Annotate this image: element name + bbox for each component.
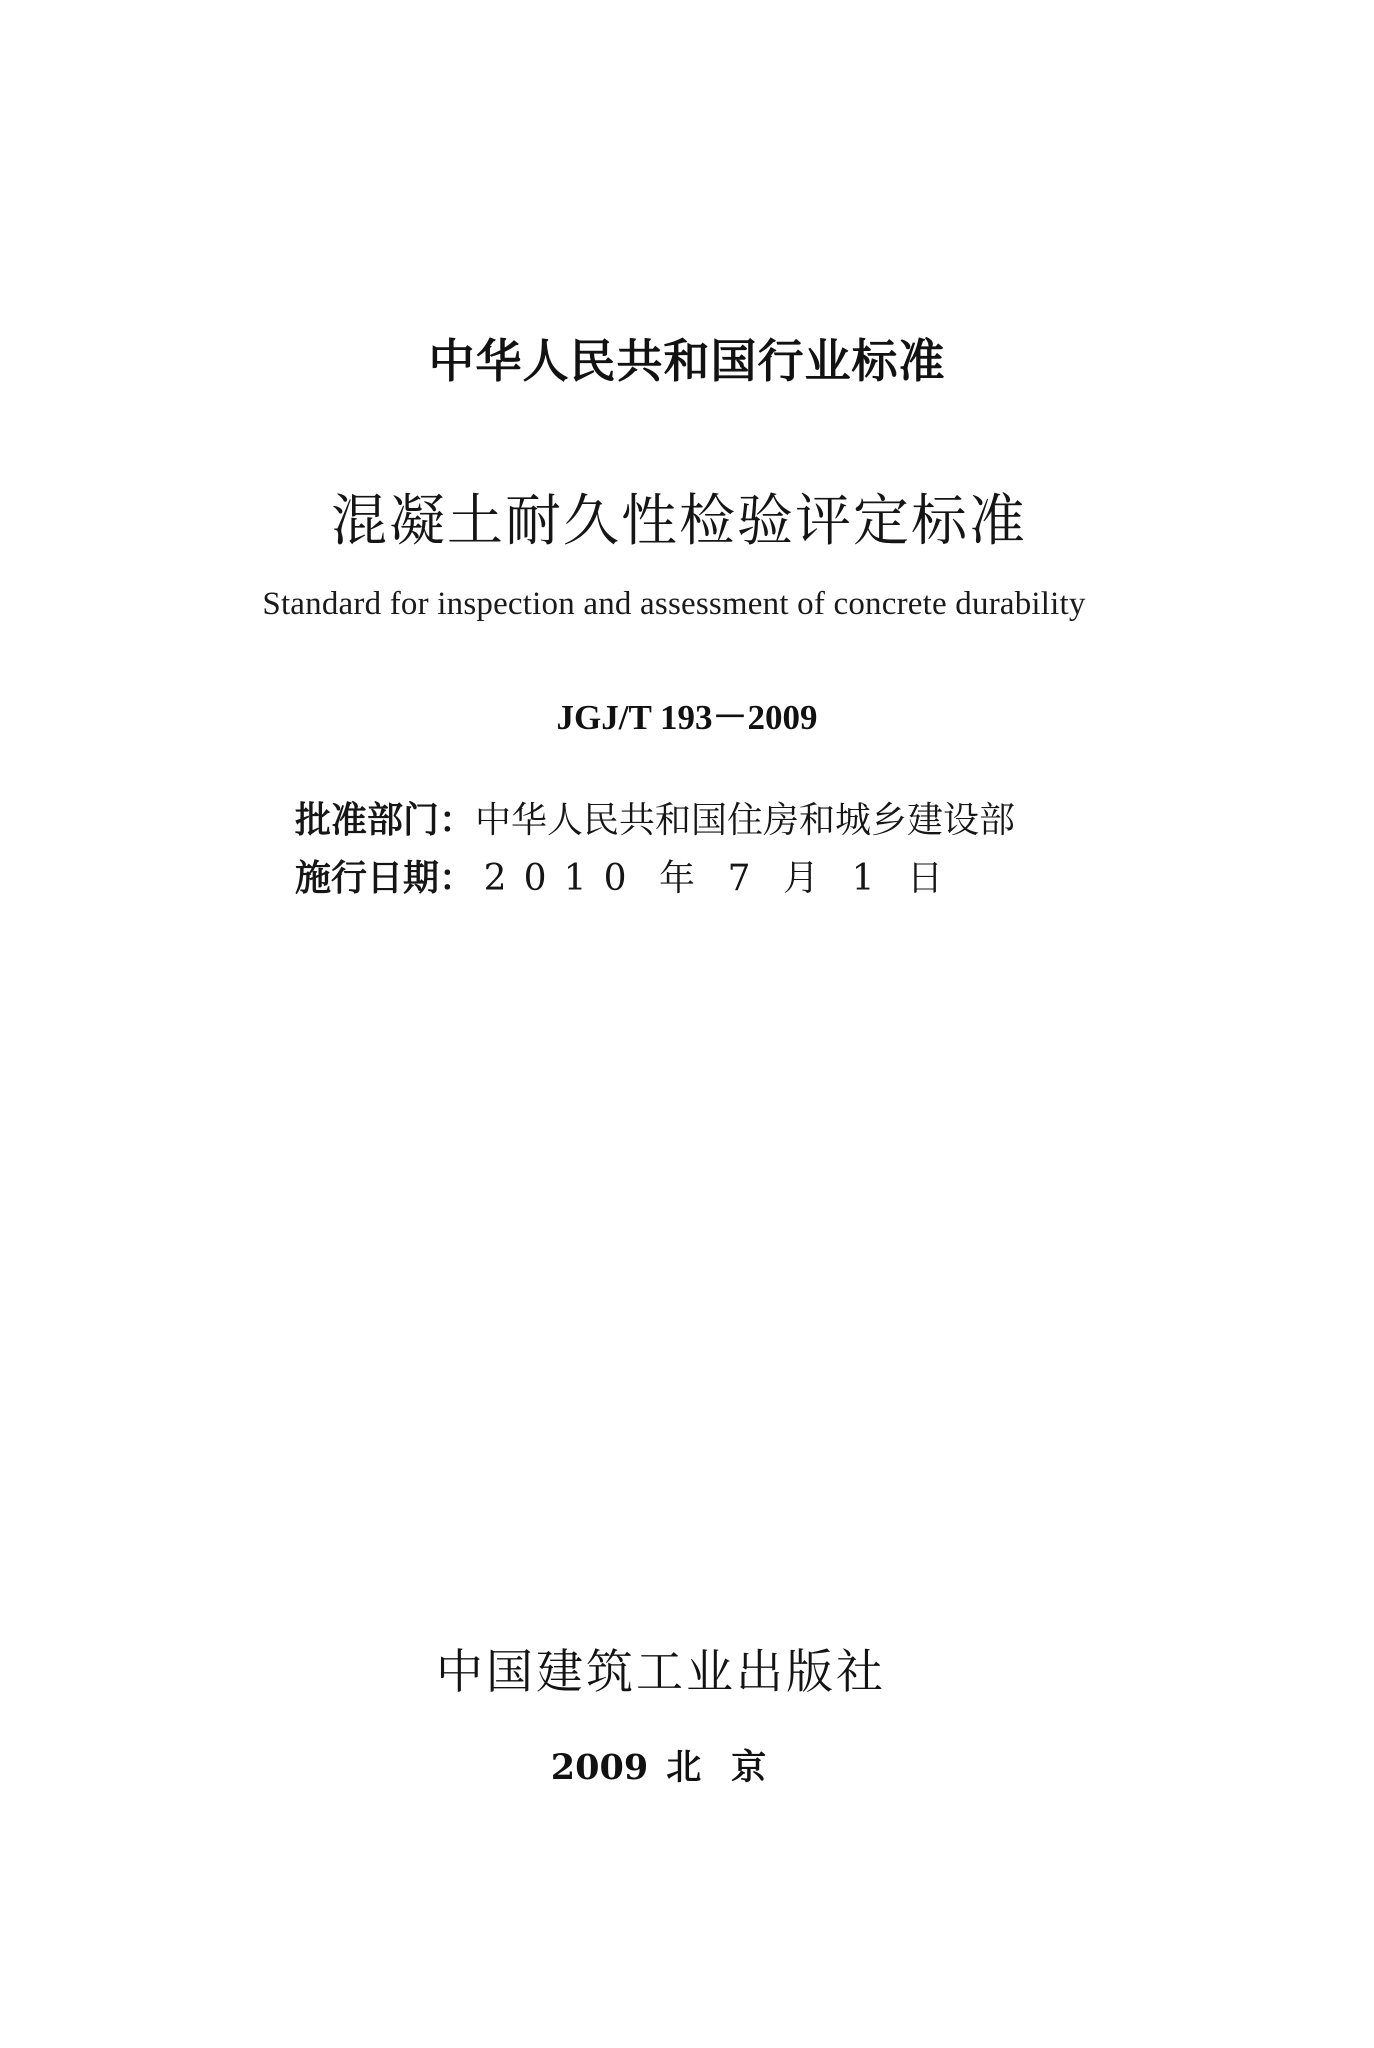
effective-day: 1 [851, 858, 875, 899]
effective-year-digit: 1 [563, 858, 587, 899]
publication-city-char: 北 [666, 1747, 702, 1788]
approval-department-row [295, 792, 1295, 843]
effective-month: 7 [727, 858, 751, 899]
publication-year: 2009 [550, 1747, 649, 1788]
effective-year-digit: 0 [523, 858, 547, 899]
approval-label: 批准部门： [295, 799, 476, 841]
effective-date-value [475, 858, 945, 899]
effective-year-digit: 0 [603, 858, 627, 899]
effective-year-digit: 2 [483, 858, 507, 899]
effective-year-unit: 年 [659, 858, 696, 899]
effective-month-unit: 月 [783, 858, 820, 899]
standard-title-english: Standard for inspection and assessment of concrete durability [262, 586, 1086, 622]
effective-day-unit: 日 [907, 858, 944, 899]
publisher: 中国建筑工业出版社 [436, 1645, 886, 1700]
publication-city-char: 京 [731, 1747, 767, 1788]
standard-code: JGJ/T 193－2009 [556, 698, 818, 737]
effective-date-label: 施行日期： [295, 857, 476, 899]
effective-date-row [295, 850, 1295, 901]
approval-value: 中华人民共和国住房和城乡建设部 [475, 800, 1016, 841]
publication-year-place [0, 1740, 1317, 1790]
standard-category: 中华人民共和国行业标准 [428, 334, 946, 388]
standard-title-chinese: 混凝土耐久性检验评定标准 [331, 489, 1027, 554]
